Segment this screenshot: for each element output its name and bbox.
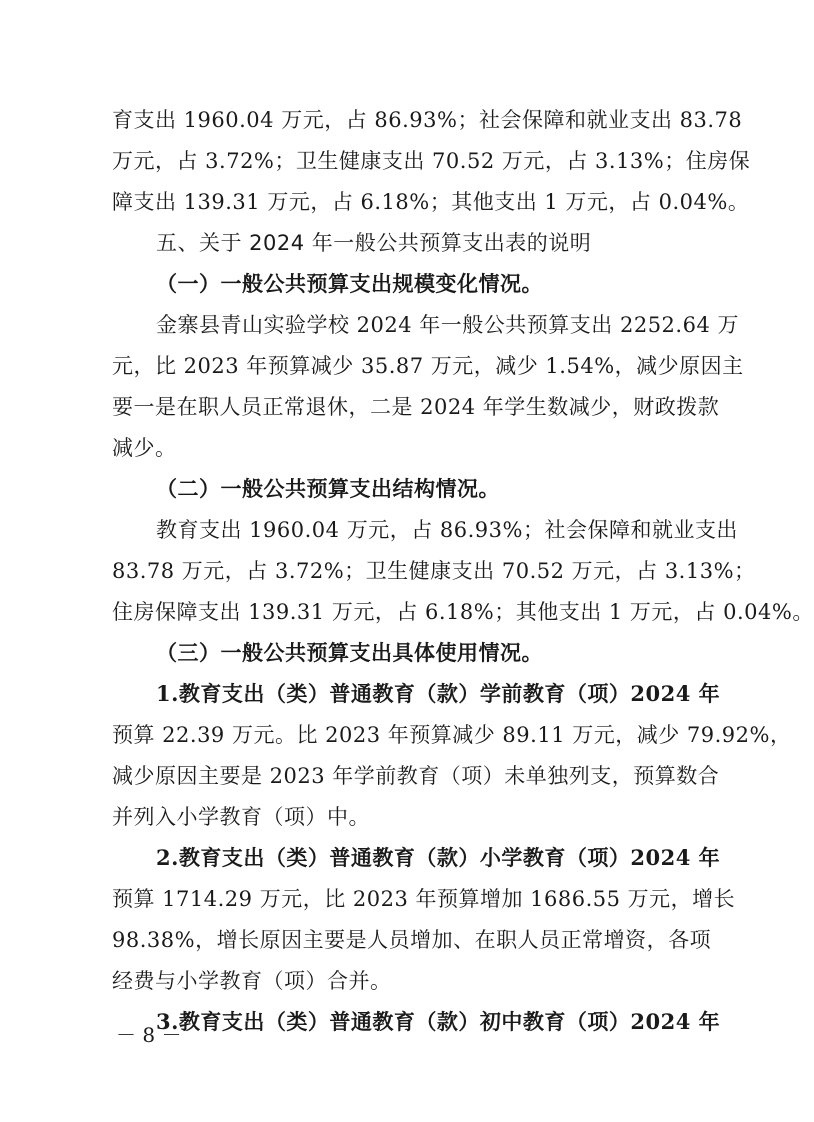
text-line-13: 住房保障支出 139.31 万元，占 6.18%；其他支出 1 万元，占 0.04%。 (112, 600, 814, 624)
text-line-3: 障支出 139.31 万元，占 6.18%；其他支出 1 万元，占 0.04%。 (112, 190, 750, 214)
text-line-8: 要一是在职人员正常退休，二是 2024 年学生数减少，财政拨款 (112, 395, 720, 419)
subheading-3: （三）一般公共预算支出具体使用情况。 (156, 640, 543, 665)
text-line-21: 98.38%，增长原因主要是人员增加、在职人员正常增资，各项 (112, 928, 712, 952)
text-line-18: 并列入小学教育（项）中。 (112, 805, 370, 829)
text-line-12: 83.78 万元，占 3.72%；卫生健康支出 70.52 万元，占 3.13%； (112, 559, 756, 583)
subheading-1: （一）一般公共预算支出规模变化情况。 (156, 271, 543, 296)
text-line-6: 金寨县青山实验学校 2024 年一般公共预算支出 2252.64 万 (156, 313, 739, 337)
text-line-1: 育支出 1960.04 万元，占 86.93%；社会保障和就业支出 83.78 (112, 108, 743, 132)
item-1-title: 1.教育支出（类）普通教育（款）学前教育（项）2024 年 (156, 681, 721, 706)
item-2-title: 2.教育支出（类）普通教育（款）小学教育（项）2024 年 (156, 845, 721, 870)
page-number: － 8 － (116, 1023, 182, 1047)
text-line-11: 教育支出 1960.04 万元，占 86.93%；社会保障和就业支出 (156, 518, 738, 542)
item-3-title: 3.教育支出（类）普通教育（款）初中教育（项）2024 年 (156, 1009, 721, 1034)
text-line-16: 预算 22.39 万元。比 2023 年预算减少 89.11 万元，减少 79.92%， (112, 723, 792, 747)
text-line-22: 经费与小学教育（项）合并。 (112, 969, 392, 993)
text-line-20: 预算 1714.29 万元，比 2023 年预算增加 1686.55 万元，增长 (112, 887, 736, 911)
section-heading-5: 五、关于 2024 年一般公共预算支出表的说明 (156, 231, 592, 255)
subheading-2: （二）一般公共预算支出结构情况。 (156, 476, 500, 501)
text-line-2: 万元，占 3.72%；卫生健康支出 70.52 万元，占 3.13%；住房保 (112, 149, 751, 173)
text-line-7: 元，比 2023 年预算减少 35.87 万元，减少 1.54%，减少原因主 (112, 354, 744, 378)
text-line-9: 减少。 (112, 436, 177, 460)
text-line-17: 减少原因主要是 2023 年学前教育（项）未单独列支，预算数合 (112, 764, 720, 788)
